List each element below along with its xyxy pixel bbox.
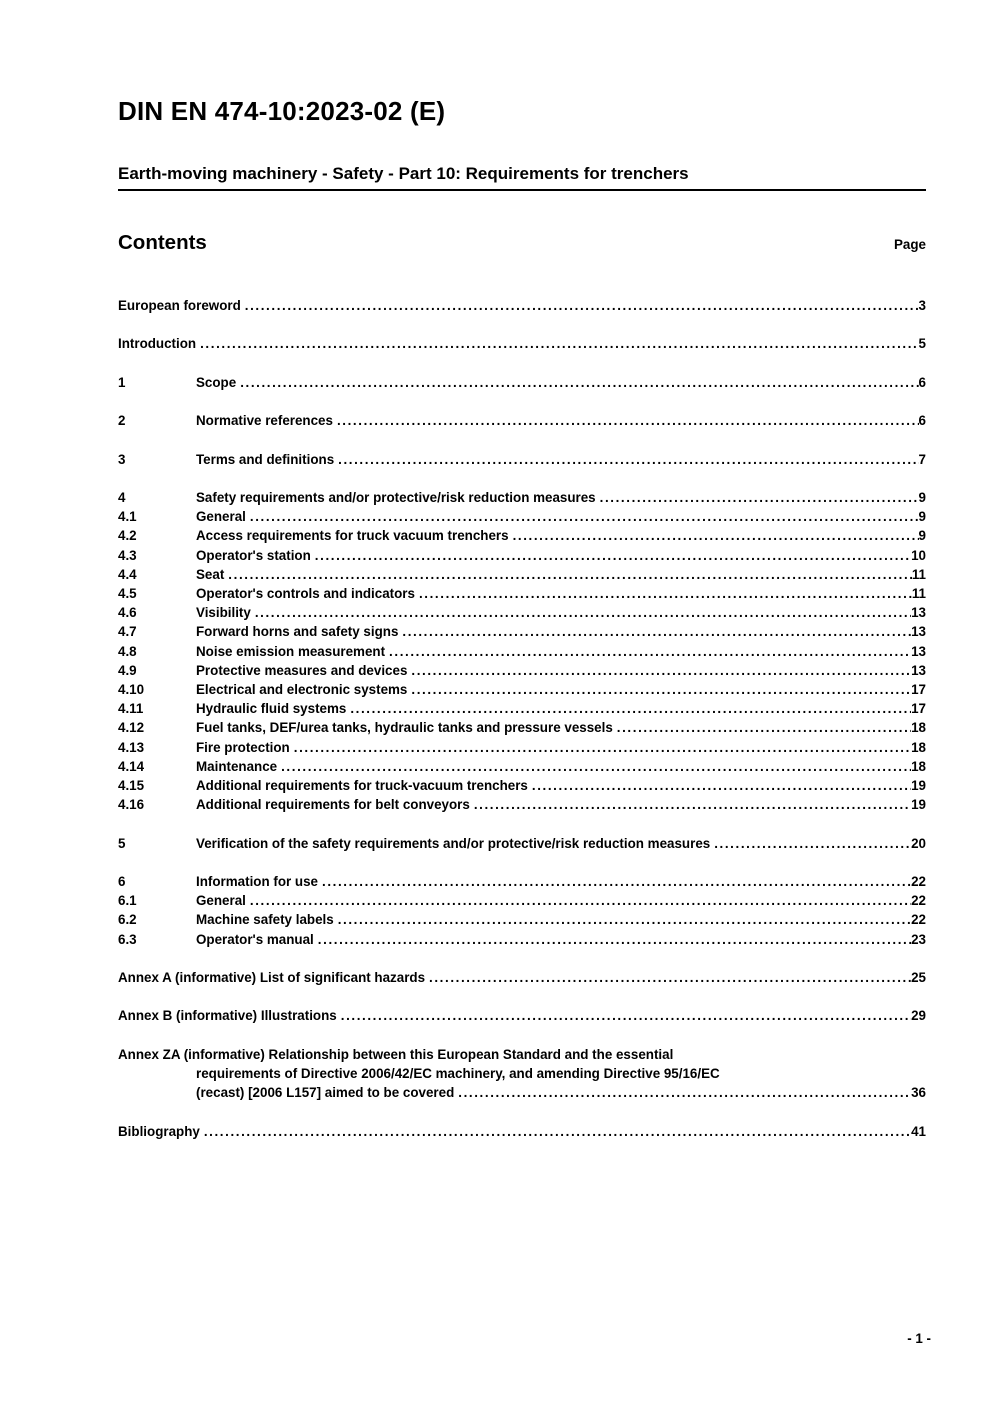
toc-dot-leader <box>290 738 911 757</box>
toc-dot-leader <box>613 718 911 737</box>
toc-entry <box>118 584 926 603</box>
toc-entry-title: Verification of the safety requirements and/or protective/risk reduction measures <box>196 835 711 851</box>
toc-entry <box>118 680 926 699</box>
toc-entry-page: 7 <box>918 451 926 467</box>
toc-dot-leader <box>407 680 911 699</box>
toc-entry <box>118 699 926 718</box>
toc-entry-title: Visibility <box>196 605 251 621</box>
toc-dot-leader <box>398 622 911 641</box>
toc-entry-title: Fuel tanks, DEF/urea tanks, hydraulic tanks and pressure vessels <box>196 720 613 736</box>
toc-entry-title: Additional requirements for truck-vacuum trenchers <box>196 778 528 793</box>
toc-list <box>118 296 926 1141</box>
toc-entry-page: 17 <box>911 701 926 717</box>
toc-entry <box>118 546 926 565</box>
toc-entry-number: 4.6 <box>118 605 137 621</box>
toc-dot-leader <box>236 373 918 392</box>
toc-dot-leader <box>251 603 911 622</box>
toc-entry-title: Information for use <box>196 873 319 889</box>
toc-dot-leader <box>385 642 911 661</box>
toc-entry-number: 4.14 <box>118 758 145 774</box>
contents-heading: Contents <box>118 231 207 254</box>
toc-entry-number: 4.8 <box>118 643 137 659</box>
toc-dot-leader <box>334 910 911 929</box>
toc-entry <box>118 718 926 737</box>
toc-entry-number: 4.10 <box>118 681 145 697</box>
toc-dot-leader <box>241 296 919 315</box>
toc-entry-title: Normative references <box>196 413 333 429</box>
toc-entry-number: 4.3 <box>118 547 137 563</box>
toc-dot-leader <box>509 526 919 545</box>
toc-entry <box>118 603 926 622</box>
toc-entry <box>118 1045 926 1064</box>
toc-entry-title: (recast) [2006 L157] aimed to be covered <box>196 1085 455 1101</box>
toc-entry-page: 11 <box>911 566 926 582</box>
toc-entry-number: 4.7 <box>118 624 137 640</box>
toc-entry <box>118 1083 926 1102</box>
toc-entry-title: Protective measures and devices <box>196 662 408 678</box>
toc-dot-leader <box>337 1006 911 1025</box>
toc-dot-leader <box>470 795 911 814</box>
toc-entry <box>118 373 926 392</box>
toc-dot-leader <box>596 488 919 507</box>
toc-entry-page: 18 <box>911 720 926 736</box>
toc-entry <box>118 507 926 526</box>
toc-entry-page: 5 <box>918 336 926 352</box>
toc-entry-number: 1 <box>118 374 126 390</box>
toc-entry-number: 4.16 <box>118 797 145 813</box>
toc-entry <box>118 930 926 949</box>
toc-dot-leader <box>277 757 911 776</box>
toc-entry-page: 18 <box>911 739 926 755</box>
toc-entry-page: 29 <box>911 1008 926 1024</box>
footer-page-number: - 1 - <box>907 1331 931 1346</box>
toc-entry <box>118 910 926 929</box>
toc-entry-number: 4 <box>118 489 126 505</box>
toc-dot-leader <box>318 872 911 891</box>
toc-entry-title: Bibliography <box>118 1123 200 1139</box>
toc-entry <box>118 891 926 910</box>
toc-entry <box>118 834 926 853</box>
toc-entry-title: Forward horns and safety signs <box>196 624 399 640</box>
toc-dot-leader <box>415 584 912 603</box>
toc-entry-number: 5 <box>118 835 126 851</box>
toc-entry-page: 19 <box>911 778 926 793</box>
toc-entry <box>118 622 926 641</box>
toc-entry-page: 19 <box>911 797 926 813</box>
toc-entry-number: 4.1 <box>118 509 137 525</box>
toc-entry <box>118 1006 926 1025</box>
toc-entry-number: 6.3 <box>118 931 137 947</box>
toc-entry-title: Maintenance <box>196 758 278 774</box>
toc-entry-title: General <box>196 509 246 525</box>
toc-entry-title: Machine safety labels <box>196 912 334 928</box>
toc-dot-leader <box>246 891 911 910</box>
toc-entry-title: Hydraulic fluid systems <box>196 701 347 717</box>
toc-entry <box>118 776 926 795</box>
toc-entry <box>118 334 926 353</box>
toc-entry-number: 6.2 <box>118 912 137 928</box>
toc-entry-page: 13 <box>911 605 926 621</box>
toc-entry-title: Operator's station <box>196 547 311 563</box>
toc-entry <box>118 296 926 315</box>
toc-entry-page: 9 <box>918 489 926 505</box>
toc-entry-title: Seat <box>196 566 225 582</box>
toc-entry <box>118 738 926 757</box>
toc-entry <box>118 526 926 545</box>
toc-entry-page: 13 <box>911 624 926 640</box>
toc-entry-title: Electrical and electronic systems <box>196 681 408 697</box>
toc-entry-title: Operator's manual <box>196 931 314 947</box>
toc-entry-title: Annex A (informative) List of significant hazards <box>118 969 426 985</box>
toc-dot-leader <box>200 1122 911 1141</box>
toc-entry-title: Terms and definitions <box>196 451 335 467</box>
toc-dot-leader <box>246 507 919 526</box>
toc-entry <box>118 642 926 661</box>
toc-entry-page: 6 <box>918 413 926 429</box>
toc-dot-leader <box>311 546 911 565</box>
toc-entry <box>118 1064 926 1083</box>
toc-entry-title: requirements of Directive 2006/42/EC machinery, and amending Directive 95/16/EC <box>196 1065 720 1081</box>
toc-entry-title: Safety requirements and/or protective/risk reduction measures <box>196 489 596 505</box>
page-column-label: Page <box>893 237 926 252</box>
contents-header-row <box>118 230 926 256</box>
toc-entry <box>118 488 926 507</box>
toc-entry-title: Annex B (informative) Illustrations <box>118 1008 337 1024</box>
toc-entry-page: 18 <box>911 758 926 774</box>
toc-entry-number: 2 <box>118 413 126 429</box>
toc-entry-page: 25 <box>911 969 926 985</box>
toc-entry-title: Noise emission measurement <box>196 643 386 659</box>
toc-entry-title: Operator's controls and indicators <box>196 585 415 601</box>
toc-entry <box>118 968 926 987</box>
toc-entry-number: 4.4 <box>118 566 137 582</box>
toc-entry-page: 22 <box>911 912 926 928</box>
toc-entry <box>118 411 926 430</box>
toc-entry-number: 6 <box>118 873 126 889</box>
toc-dot-leader <box>528 776 911 795</box>
toc-entry <box>118 1122 926 1141</box>
toc-entry-page: 11 <box>911 585 926 601</box>
toc-entry-page: 23 <box>911 931 926 947</box>
toc-entry-page: 9 <box>918 528 926 544</box>
toc-entry-title: Access requirements for truck vacuum trenchers <box>196 528 509 544</box>
toc-entry-page: 13 <box>911 643 926 659</box>
toc-entry-page: 13 <box>911 662 926 678</box>
toc-entry-number: 6.1 <box>118 893 137 909</box>
toc-entry-page: 17 <box>911 681 926 697</box>
toc-dot-leader <box>346 699 911 718</box>
toc-entry-number: 3 <box>118 451 126 467</box>
toc-dot-leader <box>710 834 911 853</box>
toc-entry <box>118 661 926 680</box>
toc-entry-page: 3 <box>918 298 926 313</box>
standard-designation: DIN EN 474-10:2023-02 (E) <box>118 96 446 126</box>
toc-entry <box>118 795 926 814</box>
toc-dot-leader <box>333 411 919 430</box>
toc-entry-title: Fire protection <box>196 739 290 755</box>
toc-entry <box>118 565 926 584</box>
document-title: Earth-moving machinery - Safety - Part 10: Requirements for trenchers <box>118 164 926 191</box>
toc-entry-number: 4.9 <box>118 662 137 678</box>
toc-entry-page: 22 <box>911 873 926 889</box>
toc-entry-page: 36 <box>911 1085 926 1101</box>
toc-entry-title: Additional requirements for belt conveyors <box>196 797 470 813</box>
toc-entry-number: 4.11 <box>118 701 144 717</box>
toc-entry-page: 41 <box>911 1123 926 1139</box>
toc-entry-number: 4.15 <box>118 778 145 793</box>
toc-entry-number: 4.13 <box>118 739 145 755</box>
toc-entry-title: European foreword <box>118 298 241 313</box>
toc-dot-leader <box>454 1083 911 1102</box>
toc-entry-page: 20 <box>911 835 926 851</box>
toc-entry-page: 6 <box>918 374 926 390</box>
toc-entry-number: 4.12 <box>118 720 145 736</box>
toc-entry-title: Annex ZA (informative) Relationship between this European Standard and the essential <box>118 1046 674 1062</box>
toc-dot-leader <box>224 565 912 584</box>
toc-entry <box>118 757 926 776</box>
toc-entry-number: 4.5 <box>118 585 137 601</box>
toc-entry-title: Scope <box>196 374 237 390</box>
toc-dot-leader <box>407 661 911 680</box>
toc-entry-page: 9 <box>918 509 926 525</box>
toc-entry <box>118 872 926 891</box>
toc-entry-title: Introduction <box>118 336 197 352</box>
toc-entry-page: 10 <box>911 547 926 563</box>
toc-entry-page: 22 <box>911 893 926 909</box>
toc-entry-number: 4.2 <box>118 528 137 544</box>
toc-entry <box>118 450 926 469</box>
toc-dot-leader <box>425 968 911 987</box>
toc-dot-leader <box>196 334 918 353</box>
toc-dot-leader <box>314 930 911 949</box>
toc-entry-title: General <box>196 893 246 909</box>
toc-dot-leader <box>334 450 918 469</box>
